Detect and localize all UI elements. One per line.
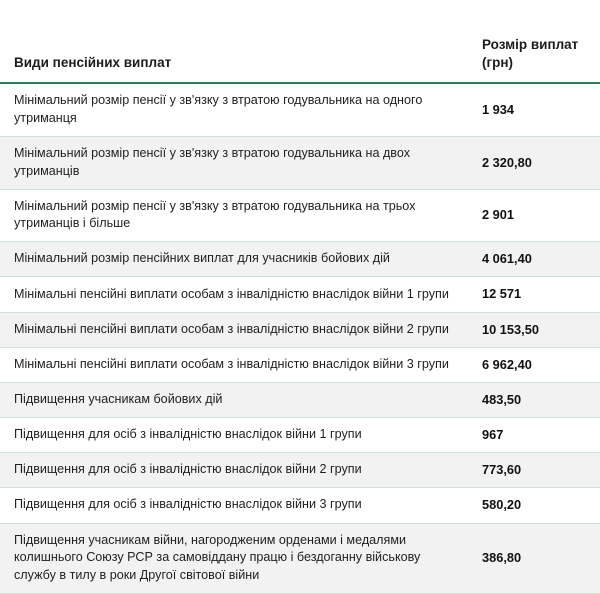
- cell-amount: 10 153,50: [468, 312, 600, 347]
- table-header: [0, 0, 600, 83]
- cell-amount: 967: [468, 418, 600, 453]
- cell-payment-type: Мінімальний розмір пенсії у зв'язку з втратою годувальника на одного утриманця: [0, 83, 468, 136]
- table-row: [0, 347, 600, 382]
- cell-payment-type: Мінімальні пенсійні виплати особам з інвалідністю внаслідок війни 3 групи: [0, 347, 468, 382]
- cell-amount: 4 061,40: [468, 242, 600, 277]
- cell-amount: 773,60: [468, 453, 600, 488]
- cell-amount: 6 962,40: [468, 347, 600, 382]
- table-row: [0, 83, 600, 136]
- table-row: [0, 382, 600, 417]
- table-row: [0, 242, 600, 277]
- table-header-row: [0, 0, 600, 83]
- cell-amount: 386,80: [468, 523, 600, 594]
- cell-payment-type: Мінімальні пенсійні виплати особам з інвалідністю внаслідок війни 2 групи: [0, 312, 468, 347]
- cell-payment-type: Мінімальний розмір пенсії у зв'язку з втратою годувальника на двох утриманців: [0, 136, 468, 189]
- table-row: [0, 488, 600, 523]
- cell-payment-type: Підвищення для осіб з інвалідністю внаслідок війни 1 групи: [0, 418, 468, 453]
- cell-payment-type: Підвищення учасникам бойових дій: [0, 382, 468, 417]
- cell-amount: 2 901: [468, 189, 600, 242]
- table-body: [0, 83, 600, 594]
- table-row: [0, 523, 600, 594]
- cell-payment-type: Підвищення для осіб з інвалідністю внаслідок війни 2 групи: [0, 453, 468, 488]
- table-row: [0, 418, 600, 453]
- table-row: [0, 136, 600, 189]
- cell-amount: 1 934: [468, 83, 600, 136]
- table-row: [0, 189, 600, 242]
- cell-amount: 580,20: [468, 488, 600, 523]
- cell-amount: 483,50: [468, 382, 600, 417]
- cell-amount: 12 571: [468, 277, 600, 312]
- table-row: [0, 277, 600, 312]
- cell-payment-type: Підвищення учасникам війни, нагородженим орденами і медалями колишнього Союзу РСР за самовіддану працю і бездоганну військову службу в тилу в роки Другої світової війни: [0, 523, 468, 594]
- cell-payment-type: Підвищення для осіб з інвалідністю внаслідок війни 3 групи: [0, 488, 468, 523]
- column-header-payment-type: Види пенсійних виплат: [0, 0, 468, 83]
- cell-payment-type: Мінімальні пенсійні виплати особам з інвалідністю внаслідок війни 1 групи: [0, 277, 468, 312]
- cell-payment-type: Мінімальний розмір пенсійних виплат для учасників бойових дій: [0, 242, 468, 277]
- cell-payment-type: Мінімальний розмір пенсії у зв'язку з втратою годувальника на трьох утриманців і більше: [0, 189, 468, 242]
- column-header-amount: Розмір виплат (грн): [468, 0, 600, 83]
- table-row: [0, 453, 600, 488]
- cell-amount: 2 320,80: [468, 136, 600, 189]
- table-row: [0, 312, 600, 347]
